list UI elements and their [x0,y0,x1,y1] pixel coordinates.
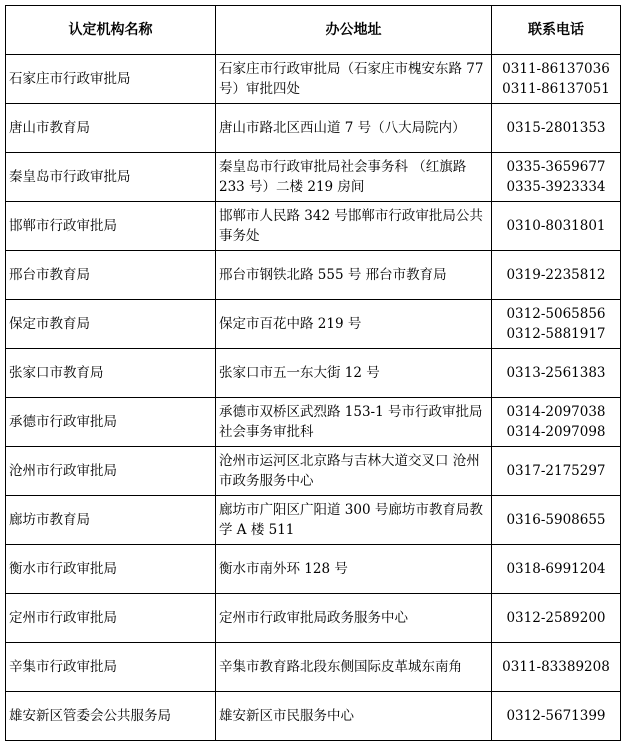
phone-number: 0312-5881917 [506,326,606,342]
phone-number: 0314-2097098 [506,424,606,440]
phone-cell [492,447,621,496]
address-cell: 辛集市教育路北段东侧国际皮革城东南角 [216,643,492,692]
table-header-row [6,6,621,55]
org-name-cell: 廊坊市教育局 [6,496,216,545]
table-row [6,349,621,398]
org-name-cell: 保定市教育局 [6,300,216,349]
org-name-cell: 邢台市教育局 [6,251,216,300]
phone-number: 0318-6991204 [506,561,606,577]
org-name-cell: 邯郸市行政审批局 [6,202,216,251]
address-cell: 邢台市钢铁北路 555 号 邢台市教育局 [216,251,492,300]
phone-cell [492,545,621,594]
address-cell: 唐山市路北区西山道 7 号（八大局院内） [216,104,492,153]
table-row [6,202,621,251]
phone-number: 0335-3659677 [506,159,606,175]
phone-cell [492,398,621,447]
address-cell: 定州市行政审批局政务服务中心 [216,594,492,643]
org-name-cell: 张家口市教育局 [6,349,216,398]
phone-cell [492,202,621,251]
phone-number: 0313-2561383 [506,365,606,381]
phone-cell [492,153,621,202]
header-org: 认定机构名称 [6,6,216,55]
phone-number: 0311-83389208 [502,659,610,675]
phone-number: 0319-2235812 [506,267,606,283]
phone-cell [492,692,621,741]
phone-cell [492,300,621,349]
table-row [6,153,621,202]
table-row [6,545,621,594]
certification-agency-table [5,5,621,741]
address-cell: 保定市百花中路 219 号 [216,300,492,349]
address-cell: 石家庄市行政审批局（石家庄市槐安东路 77 号）审批四处 [216,55,492,104]
org-name-cell: 衡水市行政审批局 [6,545,216,594]
address-cell: 邯郸市人民路 342 号邯郸市行政审批局公共事务处 [216,202,492,251]
table-row [6,398,621,447]
phone-cell [492,594,621,643]
address-cell: 雄安新区市民服务中心 [216,692,492,741]
phone-cell [492,349,621,398]
phone-number: 0315-2801353 [506,120,606,136]
phone-number: 0316-5908655 [506,512,606,528]
table-row [6,594,621,643]
phone-cell [492,55,621,104]
header-phone: 联系电话 [492,6,621,55]
table-row [6,104,621,153]
phone-number: 0317-2175297 [506,463,606,479]
table-row [6,496,621,545]
header-address: 办公地址 [216,6,492,55]
phone-number: 0311-86137051 [502,81,610,97]
phone-number: 0311-86137036 [502,61,610,77]
phone-number: 0312-2589200 [506,610,606,626]
address-cell: 秦皇岛市行政审批局社会事务科 （红旗路 233 号）二楼 219 房间 [216,153,492,202]
org-name-cell: 秦皇岛市行政审批局 [6,153,216,202]
table-row [6,447,621,496]
phone-number: 0335-3923334 [506,179,606,195]
table-row [6,643,621,692]
org-name-cell: 沧州市行政审批局 [6,447,216,496]
address-cell: 张家口市五一东大街 12 号 [216,349,492,398]
org-name-cell: 定州市行政审批局 [6,594,216,643]
table-row [6,251,621,300]
phone-number: 0312-5065856 [506,306,606,322]
address-cell: 廊坊市广阳区广阳道 300 号廊坊市教育局教学 A 楼 511 [216,496,492,545]
table-row [6,692,621,741]
phone-cell [492,251,621,300]
phone-number: 0314-2097038 [506,404,606,420]
phone-number: 0310-8031801 [506,218,606,234]
org-name-cell: 辛集市行政审批局 [6,643,216,692]
org-name-cell: 承德市行政审批局 [6,398,216,447]
phone-cell [492,496,621,545]
address-cell: 承德市双桥区武烈路 153-1 号市行政审批局社会事务审批科 [216,398,492,447]
phone-number: 0312-5671399 [506,708,606,724]
phone-cell [492,104,621,153]
address-cell: 沧州市运河区北京路与吉林大道交叉口 沧州市政务服务中心 [216,447,492,496]
address-cell: 衡水市南外环 128 号 [216,545,492,594]
table-row [6,55,621,104]
table-row [6,300,621,349]
org-name-cell: 唐山市教育局 [6,104,216,153]
org-name-cell: 雄安新区管委会公共服务局 [6,692,216,741]
phone-cell [492,643,621,692]
org-name-cell: 石家庄市行政审批局 [6,55,216,104]
